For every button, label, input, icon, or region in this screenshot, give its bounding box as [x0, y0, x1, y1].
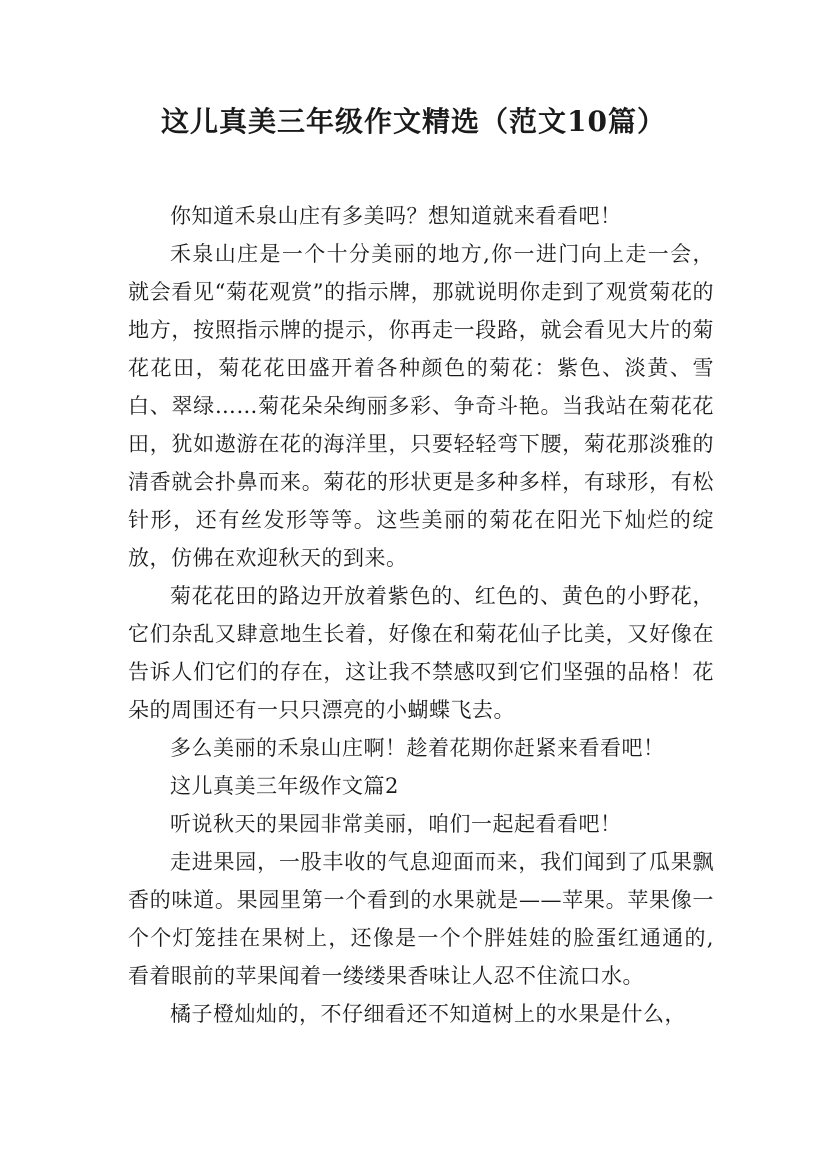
- paragraph-conclusion: 多么美丽的禾泉山庄啊！趁着花期你赶紧来看看吧！: [170, 736, 665, 760]
- document-body: [128, 197, 714, 1033]
- paragraph-wildflowers: 菊花花田的路边开放着紫色的、红色的、黄色的小野花，它们杂乱又肆意地生长着，好像在和菊花仙子比美，又好像在告诉人们它们的存在，这让我不禁感叹到它们坚强的品格！花朵的周围还有一只只漂亮的小蝴蝶飞去。: [128, 584, 714, 722]
- paragraph-intro: 你知道禾泉山庄有多美吗？想知道就来看看吧！: [170, 204, 622, 228]
- document-title: 这儿真美三年级作文精选（范文10篇）: [161, 105, 666, 138]
- paragraph-orchard-intro: 听说秋天的果园非常美丽，咱们一起起看看吧！: [170, 812, 622, 836]
- section-heading-essay-2: 这儿真美三年级作文篇2: [170, 774, 399, 798]
- paragraph-chrysanthemum-field: 禾泉山庄是一个十分美丽的地方,你一进门向上走一会，就会看见“菊花观赏”的指示牌，那就说明你走到了观赏菊花的地方，按照指示牌的提示，你再走一段路，就会看见大片的菊花花田，菊花花田盛开着各种颜色的菊花：紫色、淡黄、雪白、翠绿……菊花朵朵绚丽多彩、争奇斗艳。当我站在菊花花田，犹如遨游在花的海洋里，只要轻轻弯下腰，菊花那淡雅的清香就会扑鼻而来。菊花的形状更是多种多样，有球形，有松针形，还有丝发形等等。这些美丽的菊花在阳光下灿烂的绽放，仿佛在欢迎秋天的到来。: [128, 242, 714, 570]
- paragraph-apples: 走进果园，一股丰收的气息迎面而来，我们闻到了瓜果飘香的味道。果园里第一个看到的水果就是——苹果。苹果像一个个灯笼挂在果树上，还像是一个个胖娃娃的脸蛋红通通的,看着眼前的苹果闻着一缕缕果香味让人忍不住流口水。: [128, 850, 714, 988]
- paragraph-oranges: 橘子橙灿灿的，不仔细看还不知道树上的水果是什么，: [170, 1002, 686, 1026]
